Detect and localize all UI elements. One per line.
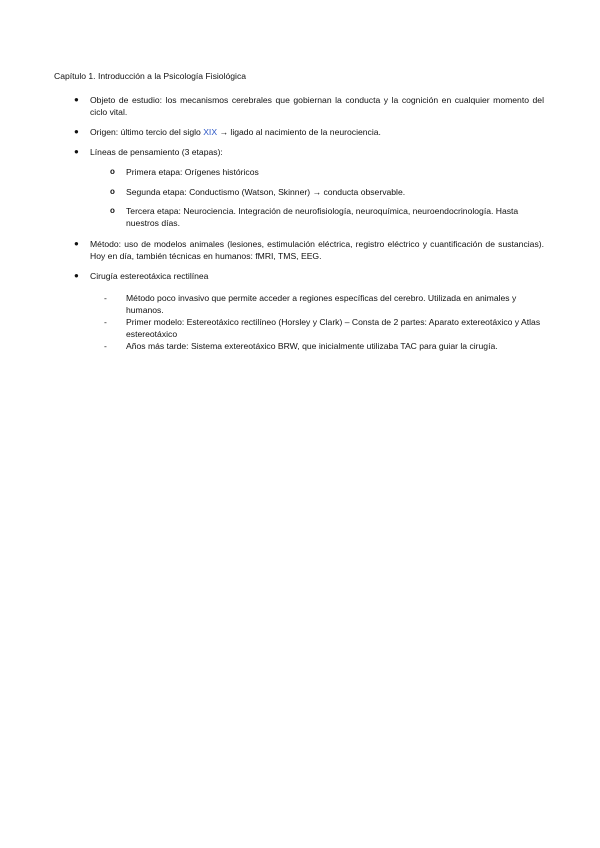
- list-item-cirugia: [74, 270, 544, 282]
- bullet-icon: ●: [74, 147, 79, 156]
- etapa-3-text: Tercera etapa: Neurociencia. Integración de neurofisiología, neuroquímica, neuroendocrinología. Hasta nuestros días.: [126, 206, 519, 228]
- bullet-icon: ●: [74, 239, 79, 248]
- bullet-icon: ●: [74, 127, 79, 136]
- cirugia-1-text: Método poco invasivo que permite acceder a regiones específicas del cerebro. Utilizada en animales y humanos.: [126, 293, 517, 315]
- dash-bullet-icon: -: [104, 293, 107, 303]
- cirugia-2-text: Primer modelo: Estereotáxico rectilíneo (Horsley y Clark) – Consta de 2 partes: Aparato extereotáxico y Atlas estereotáxico: [126, 317, 541, 339]
- etapa-2-text: Segunda etapa: Conductismo (Watson, Skinner) → conducta observable.: [126, 187, 406, 197]
- sub-item-etapa-3: [110, 205, 550, 229]
- cirugia-text: Cirugía estereotáxica rectilínea: [90, 271, 209, 281]
- circle-bullet-icon: o: [110, 167, 115, 176]
- objeto-text: Objeto de estudio: los mecanismos cerebrales que gobiernan la conducta y la cognición en cualquier momento del ciclo vital.: [90, 95, 544, 117]
- sub-item-etapa-1: [110, 166, 550, 178]
- origen-text: [90, 126, 544, 138]
- sub-item-cirugia-3: [104, 340, 550, 352]
- bullet-icon: ●: [74, 271, 79, 280]
- sub-item-etapa-2: [110, 186, 550, 198]
- origen-text-post: → ligado al nacimiento de la neurociencia.: [217, 127, 381, 137]
- list-item-metodo: [74, 238, 544, 262]
- sub-item-cirugia-1: [104, 292, 550, 316]
- circle-bullet-icon: o: [110, 187, 115, 196]
- circle-bullet-icon: o: [110, 206, 115, 215]
- metodo-text: Método: uso de modelos animales (lesiones, estimulación eléctrica, registro eléctrico y cuantificación de sustancias). Hoy en día, también técnicas en humanos: fMRI, TMS, EEG.: [90, 239, 544, 261]
- cirugia-3-text: Años más tarde: Sistema extereotáxico BRW, que inicialmente utilizaba TAC para guiar la cirugía.: [126, 341, 498, 351]
- lineas-text: Líneas de pensamiento (3 etapas):: [90, 147, 223, 157]
- dash-bullet-icon: -: [104, 341, 107, 351]
- chapter-title: Capítulo 1. Introducción a la Psicología Fisiológica: [54, 71, 247, 81]
- origen-siglo: XIX: [203, 127, 218, 137]
- list-item-objeto: [74, 94, 544, 118]
- dash-bullet-icon: -: [104, 317, 107, 327]
- etapa-1-text: Primera etapa: Orígenes históricos: [126, 167, 259, 177]
- bullet-icon: ●: [74, 95, 79, 104]
- list-item-lineas: [74, 146, 544, 158]
- list-item-origen: [74, 126, 544, 138]
- origen-text-pre: Origen: último tercio del siglo: [90, 127, 204, 137]
- sub-item-cirugia-2: [104, 316, 550, 340]
